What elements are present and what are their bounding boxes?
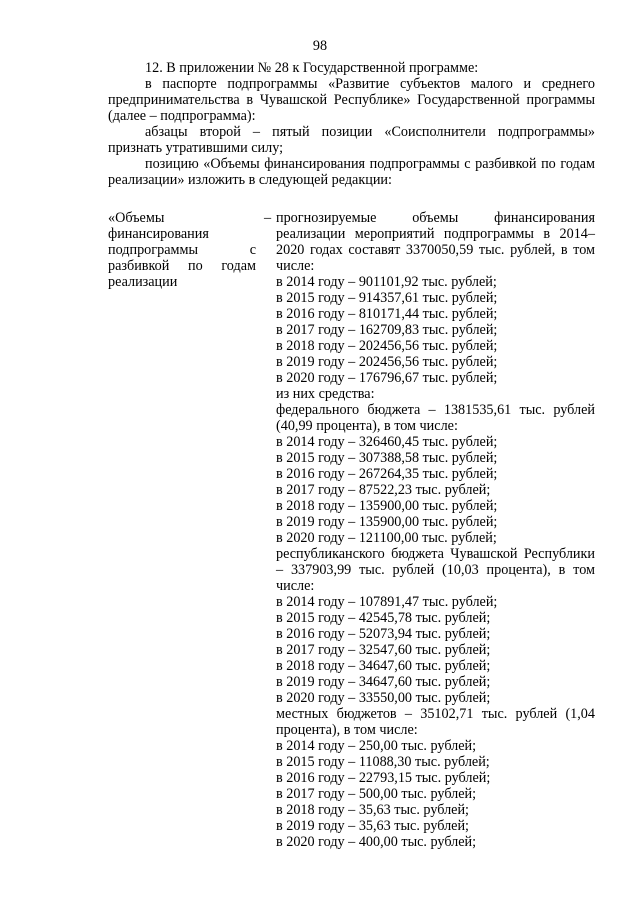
year-line: в 2019 году – 202456,56 тыс. рублей;	[276, 354, 498, 370]
local-funding-text: местных бюджетов – 35102,71 тыс. рублей (1,04 процента), в том числе:	[276, 706, 595, 738]
paragraph-funding-position: позицию «Объемы финансирования подпрограммы с разбивкой по годам реализации» изложить в следующей редакции:	[108, 156, 595, 188]
year-line: в 2020 году – 33550,00 тыс. рублей;	[276, 690, 491, 706]
republic-years-list	[276, 594, 595, 706]
year-line: в 2018 году – 35,63 тыс. рублей;	[276, 802, 469, 818]
item-heading: 12. В приложении № 28 к Государственной программе:	[145, 60, 479, 76]
year-line: в 2016 году – 267264,35 тыс. рублей;	[276, 466, 498, 482]
year-line: в 2020 году – 121100,00 тыс. рублей;	[276, 530, 497, 546]
year-line: в 2014 году – 250,00 тыс. рублей;	[276, 738, 477, 754]
year-line: в 2014 году – 326460,45 тыс. рублей;	[276, 434, 498, 450]
year-line: в 2015 году – 307388,58 тыс. рублей;	[276, 450, 498, 466]
year-line: в 2016 году – 52073,94 тыс. рублей;	[276, 626, 491, 642]
republic-funding-text: республиканского бюджета Чувашской Республики – 337903,99 тыс. рублей (10,03 процента), в том числе:	[276, 546, 595, 594]
year-line: в 2015 году – 11088,30 тыс. рублей;	[276, 754, 490, 770]
year-line: в 2019 году – 135900,00 тыс. рублей;	[276, 514, 498, 530]
year-line: в 2015 году – 914357,61 тыс. рублей;	[276, 290, 498, 306]
year-line: в 2019 году – 35,63 тыс. рублей;	[276, 818, 469, 834]
federal-funding-text: федерального бюджета – 1381535,61 тыс. рублей (40,99 процента), в том числе:	[276, 402, 595, 434]
year-line: в 2020 году – 400,00 тыс. рублей;	[276, 834, 477, 850]
year-line: в 2018 году – 34647,60 тыс. рублей;	[276, 658, 491, 674]
year-line: в 2018 году – 202456,56 тыс. рублей;	[276, 338, 498, 354]
paragraph-coexecutors: абзацы второй – пятый позиции «Соисполнители подпрограммы» признать утратившими силу;	[108, 124, 595, 156]
position-title: «Объемы финансирования подпрограммы с разбивкой по годам реализации	[108, 210, 256, 290]
year-line: в 2018 году – 135900,00 тыс. рублей;	[276, 498, 498, 514]
funding-details	[276, 210, 595, 850]
year-line: в 2014 году – 107891,47 тыс. рублей;	[276, 594, 498, 610]
year-line: в 2017 году – 32547,60 тыс. рублей;	[276, 642, 491, 658]
year-line: в 2017 году – 162709,83 тыс. рублей;	[276, 322, 498, 338]
year-line: в 2015 году – 42545,78 тыс. рублей;	[276, 610, 491, 626]
year-line: в 2014 году – 901101,92 тыс. рублей;	[276, 274, 497, 290]
local-years-list	[276, 738, 595, 850]
total-funding-text: прогнозируемые объемы финансирования реализации мероприятий подпрограммы в 2014–2020 годах составят 3370050,59 тыс. рублей, в том числе:	[276, 210, 595, 274]
intro-section	[108, 60, 595, 188]
year-line: в 2020 году – 176796,67 тыс. рублей;	[276, 370, 498, 386]
page-number: 98	[312, 38, 328, 54]
year-line: в 2016 году – 22793,15 тыс. рублей;	[276, 770, 491, 786]
of-them-label: из них средства:	[276, 386, 375, 402]
year-line: в 2019 году – 34647,60 тыс. рублей;	[276, 674, 491, 690]
year-line: в 2016 году – 810171,44 тыс. рублей;	[276, 306, 498, 322]
federal-years-list	[276, 434, 595, 546]
paragraph-passport: в паспорте подпрограммы «Развитие субъектов малого и среднего предпринимательства в Чувашской Республике» Государственной программы (далее – подпрограмма):	[108, 76, 595, 124]
total-years-list	[276, 274, 595, 386]
dash-separator: –	[264, 210, 272, 226]
year-line: в 2017 году – 87522,23 тыс. рублей;	[276, 482, 491, 498]
year-line: в 2017 году – 500,00 тыс. рублей;	[276, 786, 477, 802]
